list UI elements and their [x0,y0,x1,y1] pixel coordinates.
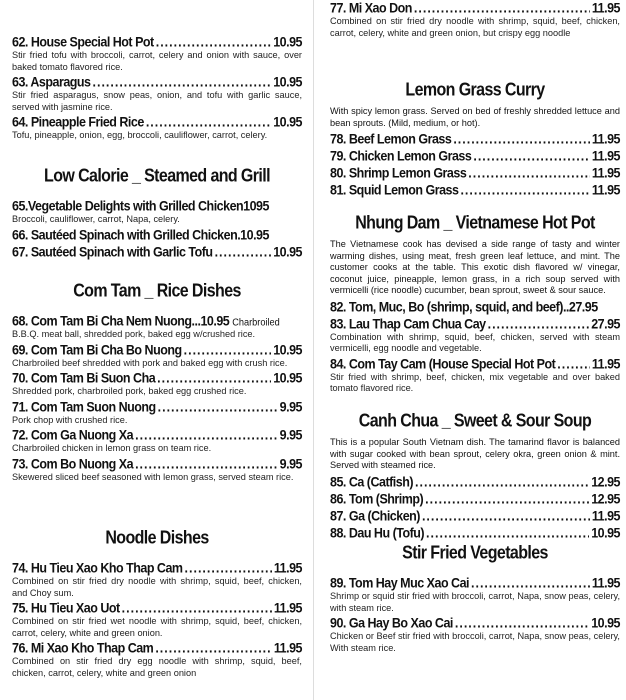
item-line [12,399,302,415]
dot-leader [156,34,272,50]
menu-section [330,2,620,42]
dot-leader [473,148,590,164]
item-price: 27.95 [591,315,620,332]
menu-item [330,577,620,614]
menu-item [12,341,302,370]
item-price: 10.95 [591,524,620,541]
dot-leader [158,399,278,415]
item-name: 65.Vegetable Delights with Grilled Chicken1095 [12,198,269,214]
item-price: 11.95 [591,131,620,147]
item-name: 86. Tom (Shrimp) [330,490,424,507]
item-name: 66. Sautéed Spinach with Grilled Chicken.10.95 [12,226,269,243]
dot-leader [93,74,272,90]
menu-item [12,429,302,455]
menu-item [12,76,302,113]
menu-item [330,507,620,524]
item-price: 10.95 [273,114,302,130]
item-line [12,227,302,243]
item-price: 10.95 [273,243,302,260]
menu-item [330,167,620,181]
item-line [330,148,620,164]
item-name: 63. Asparagus [12,74,91,90]
item-line [330,165,620,181]
section-intro: This is a popular South Vietnam dish. The tamarind flavor is balanced with sugar cooked with bean sprout, celery okra, green onion & mint. Served with steamed rice. [330,437,620,470]
item-price: 12.95 [591,473,620,490]
item-name: 80. Shrimp Lemon Grass [330,165,467,181]
menu-item [12,372,302,398]
item-name: 78. Beef Lemon Grass [330,131,452,147]
item-name: 82. Tom, Muc, Bo (shrimp, squid, and beef)..27.95 [330,298,598,315]
item-line [330,316,620,332]
dot-leader [425,491,589,507]
section-heading: Lemon Grass Curry [405,80,545,101]
section-heading: Low Calorie _ Steamed and Grill [44,166,270,187]
menu-item [12,36,302,73]
dot-leader [415,474,589,490]
menu-item [12,226,302,243]
item-line [12,198,302,214]
menu-item [330,184,620,198]
item-price: 11.95 [591,148,620,164]
item-name: 74. Hu Tieu Xao Kho Thap Cam [12,560,183,576]
section-heading: Nhung Dam _ Vietnamese Hot Pot [355,213,595,234]
menu-item [330,298,620,315]
menu-item [12,602,302,639]
item-price: 9.95 [279,427,302,443]
menu-section [12,530,302,682]
item-description: Charbroiled chicken in lemon grass on team rice. [12,443,212,453]
column-divider [313,0,314,700]
item-line [12,34,302,50]
item-price: 9.95 [279,398,302,415]
dot-leader [135,427,278,443]
item-line [12,640,302,656]
item-description: B.B.Q. meat ball, shredded pork, baked egg w/crushed rice. [12,329,256,339]
dot-leader [453,131,590,147]
dot-leader [422,508,590,524]
menu-item [12,200,302,226]
item-line [330,615,620,631]
item-description: Charbroiled beef shredded with pork and baked egg with crush rice. [12,357,288,368]
item-line [12,427,302,443]
item-line [12,600,302,616]
item-name: 90. Ga Hay Bo Xao Cai [330,615,453,631]
section-heading: Noodle Dishes [105,528,209,549]
item-line [12,342,302,358]
menu-item [12,562,302,599]
dot-leader [471,575,590,591]
item-price: 10.95 [591,615,620,631]
item-line [330,131,620,147]
item-description: Pork chop with crushed rice. [12,414,128,425]
item-line [330,491,620,507]
item-price: 10.95 [273,370,302,386]
item-name: 73. Com Bo Nuong Xa [12,455,134,472]
dot-leader [155,640,272,656]
item-name: 67. Sautéed Spinach with Garlic Tofu [12,243,213,260]
menu-section [12,168,302,263]
item-name: 89. Tom Hay Muc Xao Cai [330,575,470,591]
menu-item [12,243,302,260]
item-description: Broccoli, cauliflower, carrot, Napa, celery. [12,214,180,224]
item-name: 88. Dau Hu (Tofu) [330,524,425,541]
menu-item [330,524,620,541]
item-line [330,508,620,524]
dot-leader [460,182,589,198]
item-description: Combined on stir fried dry noodle with shrimp, squid, beef, chicken, carrot, celery, white and green onion, but crispy egg noodle [330,16,620,38]
section-intro: The Vietnamese cook has devised a side range of tasty and winter warming dishes, using meat, fresh green leaf lettuce, and mint. The customer cooks at the table. This exotic dish flavored w/ vinegar, coconut juice, pineapple, lemon grass, in a rich soup served with vermicelli (rice noodle) cucumber, bean sprout, sweet & sour sauce. [330,239,620,295]
menu-item [330,2,620,39]
item-price: 9.95 [279,455,302,472]
item-description: Tofu, pineapple, onion, egg, broccoli, cauliflower, carrot, celery. [12,130,268,140]
item-line [330,299,620,315]
item-description: Combined on stir fried dry egg noodle with shrimp, squid, beef, chicken, carrot, celery, white and green onion [12,656,302,678]
item-price: 11.95 [591,507,620,524]
item-price: 11.95 [591,355,620,372]
item-line [12,560,302,576]
menu-item [12,455,302,484]
item-line [330,525,620,541]
item-price: 10.95 [273,34,302,50]
item-name: 62. House Special Hot Pot [12,34,154,50]
item-description: Combined on stir fried dry noodle with shrimp, squid, beef, chicken, and Choy sum. [12,576,302,598]
item-description: Shrimp or squid stir fried with broccoli, carrot, Napa, snow peas, celery, with steam rice. [330,591,620,613]
item-name: 69. Com Tam Bi Cha Bo Nuong [12,341,182,358]
item-line [330,356,620,372]
item-name: 75. Hu Tieu Xao Uot [12,600,120,616]
item-line [12,370,302,386]
dot-leader [468,165,590,181]
menu-section [12,283,302,486]
item-inline-description: Charbroiled [232,316,280,328]
item-price: 11.95 [591,575,620,591]
item-price: 11.95 [591,0,620,16]
menu-item [330,473,620,490]
item-line [330,474,620,490]
dot-leader [185,560,272,576]
dot-leader [557,356,590,372]
item-name: 85. Ca (Catfish) [330,473,413,490]
item-price: 10.95 [273,74,302,90]
item-name: 70. Com Tam Bi Suon Cha [12,370,156,386]
item-price: 12.95 [591,490,620,507]
section-intro: With spicy lemon grass. Served on bed of freshly shredded lettuce and bean sprouts. (Mild, medium, or hot). [330,106,620,128]
item-price: 11.95 [273,640,302,656]
menu-item [330,617,620,654]
item-line [12,244,302,260]
menu-item [330,490,620,507]
item-description: Combination with shrimp, squid, beef, chicken, served with steam vermicelli, egg noodle and vegetable. [330,331,620,353]
item-line [12,313,302,329]
dot-leader [135,456,278,472]
dot-leader [157,370,271,386]
menu-item [330,150,620,164]
item-price: 11.95 [591,182,620,198]
item-name: 81. Squid Lemon Grass [330,182,459,198]
dot-leader [488,316,590,332]
menu-section [330,545,620,657]
section-heading: Stir Fried Vegetables [402,543,548,564]
item-price: 11.95 [591,165,620,181]
item-line [12,74,302,90]
item-description: Stir fried with shrimp, beef, chicken, mix vegetable and over baked tomato flavored rice. [330,371,620,393]
item-description: Shredded pork, charbroiled pork, baked egg crushed rice. [12,386,247,396]
item-name: 84. Com Tay Cam (House Special Hot Pot [330,355,556,372]
item-name: 87. Ga (Chicken) [330,507,420,524]
menu-item [12,116,302,142]
item-line [12,456,302,472]
dot-leader [122,600,272,616]
menu-item [330,315,620,355]
menu-section [330,82,620,201]
dot-leader [184,342,272,358]
item-description: Combined on stir fried wet noodle with shrimp, squid, beef, chicken, carrot, celery, white and green onion. [12,616,302,638]
item-name: 71. Com Tam Suon Nuong [12,398,156,415]
item-description: Stir fried asparagus, snow peas, onion, and tofu with garlic sauce, served with jasmine rice. [12,90,302,112]
menu-item [12,315,302,341]
dot-leader [455,615,589,631]
menu-section [330,413,620,544]
item-price: 10.95 [273,341,302,358]
item-name: 83. Lau Thap Cam Chua Cay [330,315,486,332]
dot-leader [146,114,271,130]
item-line [330,0,620,16]
item-name: 79. Chicken Lemon Grass [330,148,472,164]
menu-item [12,642,302,679]
menu-item [330,355,620,395]
item-description: Chicken or Beef stir fried with broccoli, carrot, Napa, snow peas, celery, With steam rice. [330,631,620,653]
item-name: 72. Com Ga Nuong Xa [12,427,134,443]
menu-item [12,398,302,427]
dot-leader [414,0,590,16]
item-price: 11.95 [273,600,302,616]
menu-section [330,215,620,398]
section-heading: Com Tam _ Rice Dishes [73,281,241,302]
item-name: 68. Com Tam Bi Cha Nem Nuong...10.95 [12,313,230,329]
item-name: 77. Mi Xao Don [330,0,412,16]
item-line [330,575,620,591]
item-name: 64. Pineapple Fried Rice [12,114,144,130]
dot-leader [426,525,589,541]
item-line [330,182,620,198]
section-heading: Canh Chua _ Sweet & Sour Soup [358,411,592,432]
item-price: 11.95 [273,560,302,576]
menu-section [12,36,302,145]
item-line [12,114,302,130]
menu-item [330,133,620,147]
item-name: 76. Mi Xao Kho Thap Cam [12,640,154,656]
item-description: Skewered sliced beef seasoned with lemon grass, served steam rice. [12,471,294,482]
item-description: Stir fried tofu with broccoli, carrot, celery and onion with sauce, over baked tomato flavored rice. [12,50,302,72]
dot-leader [215,244,272,260]
